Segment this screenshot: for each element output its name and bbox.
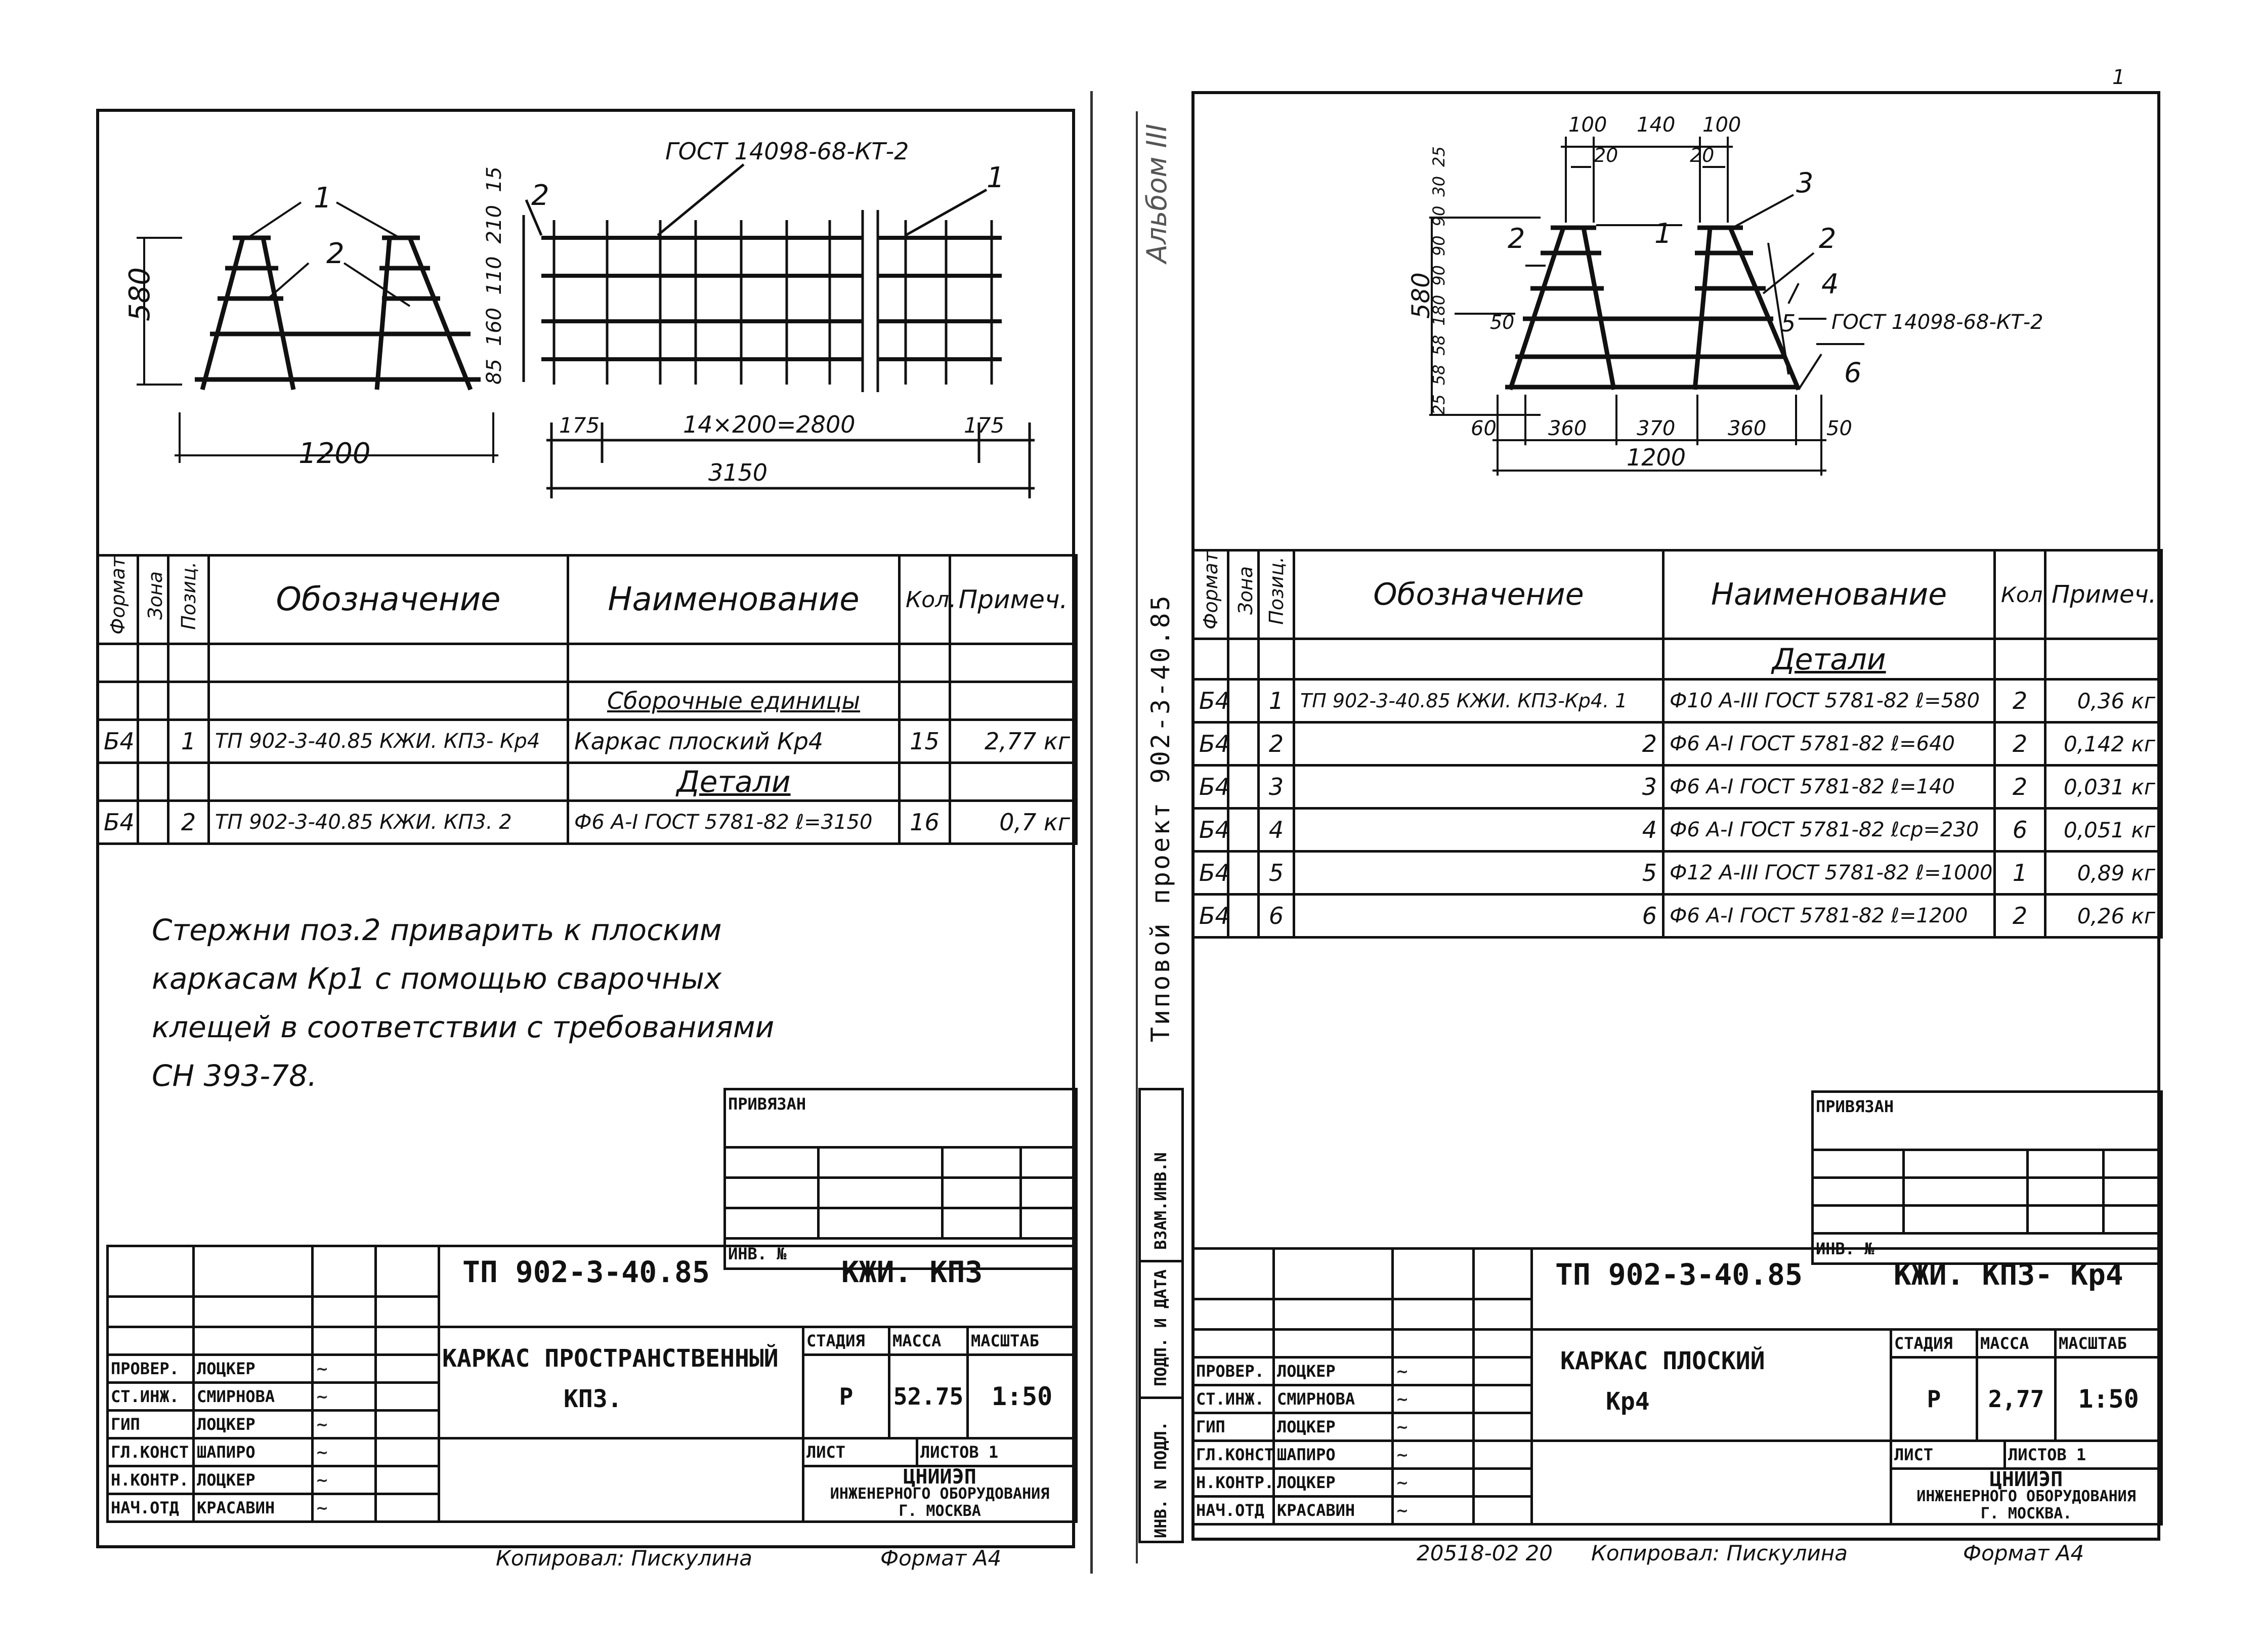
inv-no-label: ИНВ. № xyxy=(725,1239,1077,1269)
right-doc-mark: КЖИ. КП3- Кр4 xyxy=(1893,1257,2123,1292)
col-qty: Кол. xyxy=(900,556,950,644)
svg-text:8516011021015 xyxy=(483,166,506,385)
left-scale-label: МАСШТАБ xyxy=(968,1327,1077,1355)
left-footer-format: Формат А4 xyxy=(880,1546,1002,1571)
right-title-line2: Кр4 xyxy=(1606,1387,1650,1416)
top-dim-140: 140 xyxy=(1637,113,1676,137)
col-pos: Позиц. xyxy=(168,556,209,644)
table-row: Б4 1 ТП 902-3-40.85 КЖИ. КП3- Кр4 Каркас плоский Кр4 15 2,77 кг xyxy=(98,720,1077,763)
section-details: Детали xyxy=(568,763,900,801)
side-dim-110: 110 xyxy=(483,256,506,295)
right-footer-code: 20518-02 20 xyxy=(1417,1541,1553,1565)
left-stage-label: СТАДИЯ xyxy=(803,1327,889,1355)
left-drawing xyxy=(96,109,1075,549)
bdim-50: 50 xyxy=(1826,417,1852,440)
page-number: 1 xyxy=(2112,66,2125,89)
rdim-90b: 90 xyxy=(1429,235,1448,257)
callout-6: 6 xyxy=(1844,357,1862,389)
rdim-58a: 58 xyxy=(1429,334,1448,356)
table-row: Б4 4 4 Ф6 А-I ГОСТ 5781-82 ℓср=230 6 0,051 кг xyxy=(1193,809,2162,852)
left-title-block: ТП 902-3-40.85 КЖИ. КП3 КАРКАС ПРОСТРАНСТВЕННЫЙ КП3. СТАДИЯ МАССА МАСШТАБ ПРОВЕР. ЛОЦКЕР ~ Р 52.75 1:50 СТ.ИНЖ. СМИРНОВА ~ ГИП ЛОЦКЕР ~ ГЛ.КОНСТ ШАПИРО ~ ЛИСТ ЛИСТОВ 1 Н.КОНТР. ЛОЦКЕР ~ ЦНИИЭП ИНЖЕНЕРНОГО ОБОРУДОВАНИЯ Г. МОСКВА НАЧ.ОТД КРАСАВИН ~ xyxy=(106,1245,1078,1523)
table-row: Б4 2 ТП 902-3-40.85 КЖИ. КП3. 2 Ф6 А-I ГОСТ 5781-82 ℓ=3150 16 0,7 кг xyxy=(98,801,1077,844)
rdim-30: 30 xyxy=(1429,176,1448,197)
left-dim-width: 1200 xyxy=(298,437,371,470)
dim-span: 14×200=2800 xyxy=(683,411,856,438)
dim-175-right: 175 xyxy=(964,413,1005,438)
callout-4: 4 xyxy=(1821,268,1839,300)
dim-175-left: 175 xyxy=(559,413,600,438)
left-note: Стержни поз.2 приварить к плоским каркасам Кр1 с помощью сварочных клещей в соответствии с требованиями СН 393-78. xyxy=(152,913,775,1093)
col-designation: Обозначение xyxy=(209,556,568,644)
right-footer-copied: Копировал: Пискулина xyxy=(1591,1541,1848,1565)
left-doc-code: ТП 902-3-40.85 xyxy=(462,1254,710,1289)
side-dim-160: 160 xyxy=(483,307,506,347)
sheet-divider-2 xyxy=(1136,111,1138,1563)
right-privyazan-label: ПРИВЯЗАН xyxy=(1813,1092,2162,1150)
table-row: Б4 6 6 Ф6 А-I ГОСТ 5781-82 ℓ=1200 2 0,26 кг xyxy=(1193,895,2162,938)
left-footer-copied: Копировал: Пискулина xyxy=(496,1546,752,1571)
rdim-25a: 25 xyxy=(1429,146,1448,167)
right-inv-no-label: ИНВ. № xyxy=(1813,1234,2162,1264)
bdim-60: 60 xyxy=(1471,417,1497,440)
callout-2a: 2 xyxy=(326,237,345,270)
album-label: Альбом III xyxy=(1141,123,1173,263)
table-row: Б4 5 5 Ф12 А-III ГОСТ 5781-82 ℓ=1000 1 0,89 кг xyxy=(1193,852,2162,895)
table-row: Б4 3 3 Ф6 А-I ГОСТ 5781-82 ℓ=140 2 0,031 кг xyxy=(1193,766,2162,809)
left-privyazan-block xyxy=(723,1088,1078,1270)
bdim-370: 370 xyxy=(1637,417,1676,440)
callout-3: 3 xyxy=(1796,167,1814,199)
bdim-360b: 360 xyxy=(1728,417,1767,440)
right-footer-format: Формат А4 xyxy=(1963,1541,2084,1565)
right-privyazan-block xyxy=(1811,1090,2163,1265)
right-dim-height: 580 xyxy=(1407,272,1435,319)
top-dim-20b: 20 xyxy=(1690,144,1715,166)
right-title-block: ТП 902-3-40.85 КЖИ. КП3- Кр4 КАРКАС ПЛОСКИЙ Кр4 СТАДИЯ МАССА МАСШТАБ ПРОВЕР. ЛОЦКЕР ~ Р 2,77 1:50 СТ.ИНЖ. СМИРНОВА ~ ГИП ЛОЦКЕР ~ ГЛ.КОНСТ ШАПИРО ~ ЛИСТ ЛИСТОВ 1 Н.КОНТР. ЛОЦКЕР ~ ЦНИИЭП ИНЖЕНЕРНОГО ОБОРУДОВАНИЯ Г. МОСКВА. НАЧ.ОТД КРАСАВИН ~ xyxy=(1191,1247,2163,1526)
top-dim-100b: 100 xyxy=(1702,113,1741,137)
rdim-58b: 58 xyxy=(1429,364,1448,386)
callout-1a: 1 xyxy=(314,182,332,215)
rdim-90c: 90 xyxy=(1429,265,1448,286)
right-spec-table: Формат Зона Позиц. Обозначение Наименование Кол. Примеч. Детали Б4 1 ТП 902-3-40.85 КЖИ. КП3-Кр4. 1 Ф10 А-III ГОСТ 5781-82 ℓ=580 2 0,36 кг Б4 2 2 Ф6 А-I ГОСТ 5781-82 ℓ=640 2 0,142 кг Б4 3 3 Ф6 А-I ГОСТ 5781-82 ℓ=140 2 0,031 кг Б4 4 4 Ф6 А-I ГОСТ 5781-82 ℓср=230 6 0,051 кг Б4 5 5 Ф12 А-III ГОСТ 5781-82 ℓ=1000 1 0,89 кг Б4 6 6 Ф6 А-I ГОСТ 5781-82 ℓ=1200 2 0,26 кг xyxy=(1191,549,2163,939)
right-gost-label: ГОСТ 14098-68-КТ-2 xyxy=(1831,311,2043,334)
right-section-details: Детали xyxy=(1663,639,1995,680)
top-dim-20a: 20 xyxy=(1594,144,1618,166)
side-dim-85: 85 xyxy=(483,359,506,385)
left-mass-label: МАССА xyxy=(889,1327,968,1355)
table-row: Б4 1 ТП 902-3-40.85 КЖИ. КП3-Кр4. 1 Ф10 А-III ГОСТ 5781-82 ℓ=580 2 0,36 кг xyxy=(1193,680,2162,723)
col-format: Формат xyxy=(98,556,138,644)
left-title-line2: КП3. xyxy=(564,1385,622,1413)
svg-text:2558581809090903025 xyxy=(1429,146,1448,415)
podp-data-label: ПОДП. И ДАТА xyxy=(1151,1269,1170,1386)
left-gost-label: ГОСТ 14098-68-КТ-2 xyxy=(665,138,909,165)
top-dim-100a: 100 xyxy=(1568,113,1607,137)
left-dim-height: 580 xyxy=(123,267,156,321)
callout-2d: 2 xyxy=(1819,223,1837,255)
rdim-50-left: 50 xyxy=(1490,311,1515,333)
section-assemblies: Сборочные единицы xyxy=(568,682,900,720)
dim-total: 3150 xyxy=(708,459,768,486)
side-dim-15: 15 xyxy=(483,166,506,193)
vz-inv-label: ВЗАМ.ИНВ.N xyxy=(1151,1152,1170,1250)
col-name: Наименование xyxy=(568,556,900,644)
right-doc-code: ТП 902-3-40.85 xyxy=(1555,1257,1803,1292)
rdim-180: 180 xyxy=(1429,294,1448,326)
side-dim-210: 210 xyxy=(483,205,506,244)
sheet-divider xyxy=(1090,91,1093,1574)
col-zone: Зона xyxy=(138,556,168,644)
privyazan-label: ПРИВЯЗАН xyxy=(725,1089,1077,1148)
callout-2b: 2 xyxy=(531,179,549,212)
right-dim-width: 1200 xyxy=(1627,444,1686,471)
inv-podl-label: ИНВ. N ПОДЛ. xyxy=(1151,1421,1170,1538)
callout-1c: 1 xyxy=(1654,218,1672,249)
left-spec-table xyxy=(96,554,1078,845)
callout-1b: 1 xyxy=(987,161,1005,194)
table-row: Б4 2 2 Ф6 А-I ГОСТ 5781-82 ℓ=640 2 0,142 кг xyxy=(1193,723,2162,766)
left-doc-mark: КЖИ. КП3 xyxy=(841,1254,983,1289)
project-label: Типовой проект 902-3-40.85 xyxy=(1146,594,1175,1042)
right-drawing xyxy=(1191,91,2160,546)
left-title-line1: КАРКАС ПРОСТРАНСТВЕННЫЙ xyxy=(442,1344,779,1373)
rdim-25b: 25 xyxy=(1429,394,1448,415)
col-note: Примеч. xyxy=(950,556,1077,644)
right-title-line1: КАРКАС ПЛОСКИЙ xyxy=(1560,1347,1765,1375)
callout-2c: 2 xyxy=(1508,223,1525,255)
callout-5: 5 xyxy=(1781,310,1796,337)
bdim-360a: 360 xyxy=(1548,417,1587,440)
rdim-90a: 90 xyxy=(1429,205,1448,227)
